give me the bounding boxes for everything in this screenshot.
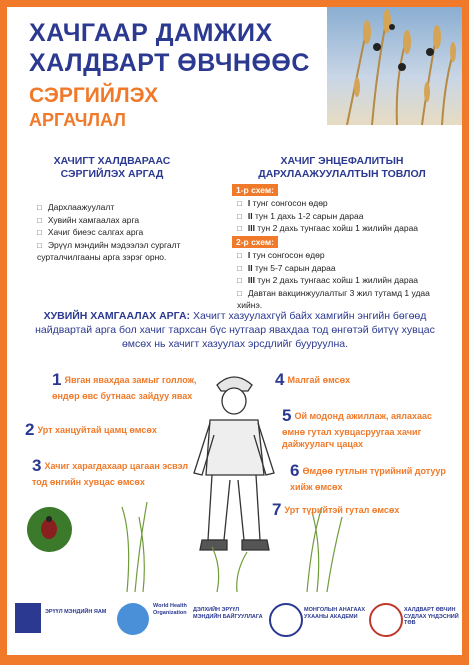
left-heading: ХАЧИГТ ХАЛДВАРААС СЭРГИЙЛЭХ АРГАД bbox=[53, 155, 171, 181]
list-item: □ III тун 2 дахь тунгаас хойш 1 жилийн дараа bbox=[237, 274, 457, 287]
academy-label: МОНГОЛЫН АНАГААХ УХААНЫ АКАДЕМИ bbox=[304, 607, 366, 620]
who-label-mn: ДЭЛХИЙН ЭРҮҮЛ МЭНДИЙН БАЙГУУЛЛАГА bbox=[193, 607, 263, 620]
title-line-2: ХАЛДВАРТ ӨВЧНӨӨС bbox=[29, 49, 310, 77]
list-item: □ I тун сонгосон өдөр bbox=[237, 249, 457, 262]
list-item: □ III тун 2 дахь тунгаас хойш 1 жилийн дараа bbox=[237, 222, 457, 235]
schema-2-list bbox=[237, 249, 457, 312]
prevention-list bbox=[37, 201, 207, 264]
intro-paragraph: ХУВИЙН ХАМГААЛАХ АРГА: Хачигт хазуулахгүй байх хамгийн энгийн бөгөөд найдвартай арга бол хачиг тархсан бүс нутгаар явахдаа тод өнгөтэй битүү хувцас өмсөх нь хачигт хазуулах эрсдлийг бууруулна. bbox=[35, 310, 435, 351]
list-item: □ Давтан вакцинжуулалтыг 3 жил тутамд 1 удаа хийнэ. bbox=[237, 287, 457, 312]
academy-logo-icon bbox=[269, 603, 303, 637]
schema-2-label: 2-р схем: bbox=[232, 236, 278, 248]
tip-4: 4 Малгай өмсөх bbox=[275, 370, 351, 389]
list-item: □ Хачиг биеэс салгах арга bbox=[37, 226, 207, 239]
tip-3: 3 Хачиг харагдахаар цагаан эсвэл тод өнгийн хувцас өмсөх bbox=[32, 456, 189, 488]
who-logo-icon bbox=[117, 603, 149, 635]
schema-1-list bbox=[237, 197, 457, 235]
tip-2: 2 Урт ханцуйтай цамц өмсөх bbox=[25, 420, 157, 439]
list-item: □ Эрүүл мэндийн мэдээлэл сургалт сурталчилгааны арга зэрэг орно. bbox=[37, 239, 207, 264]
grass-tick-photo bbox=[327, 7, 462, 125]
title-line-1: ХАЧГААР ДАМЖИХ bbox=[29, 19, 273, 47]
tip-1: 1 Явган явахдаа замыг голлож, өндөр өвс бутнаас зайдуу явах bbox=[52, 370, 197, 402]
tip-6: 6 Өмдөө гутлын түрийний дотуур хийж өмсөх bbox=[290, 461, 446, 493]
tip-5: 5 Ой модонд ажиллаж, аялахаас өмнө гутал хувцасруугаа хачиг дайжуулагч цацах bbox=[282, 406, 433, 449]
title-line-3: СЭРГИЙЛЭХ bbox=[29, 84, 159, 107]
footer-logos bbox=[7, 593, 462, 655]
list-item: □ II тун 1 дахь 1-2 сарын дараа bbox=[237, 210, 457, 223]
list-item: □ II тун 5-7 сарын дараа bbox=[237, 262, 457, 275]
list-item: □ Хувийн хамгаалах арга bbox=[37, 214, 207, 227]
list-item: □ Дархлаажуулалт bbox=[37, 201, 207, 214]
schema-1-label: 1-р схем: bbox=[232, 184, 278, 196]
tick-closeup-image bbox=[27, 507, 72, 552]
ncid-label: ХАЛДВАРТ ӨВЧИН СУДЛАХ ҮНДЭСНИЙ ТӨВ bbox=[404, 607, 459, 627]
tip-7: 7 Урт түрийтэй гутал өмсөх bbox=[272, 500, 400, 519]
title-line-4: АРГАЧЛАЛ bbox=[29, 110, 126, 130]
right-heading: ХАЧИГ ЭНЦЕФАЛИТЫН ДАРХЛААЖУУЛАЛТЫН ТОВЛОЛ bbox=[258, 155, 426, 181]
ministry-label: ЭРҮҮЛ МЭНДИЙН ЯАМ bbox=[45, 609, 107, 615]
ncid-logo-icon bbox=[369, 603, 403, 637]
list-item: □ I тунг сонгосон өдөр bbox=[237, 197, 457, 210]
poster bbox=[7, 7, 462, 593]
ministry-emblem-icon bbox=[15, 603, 41, 633]
who-label-en: World Health Organization bbox=[153, 603, 187, 616]
